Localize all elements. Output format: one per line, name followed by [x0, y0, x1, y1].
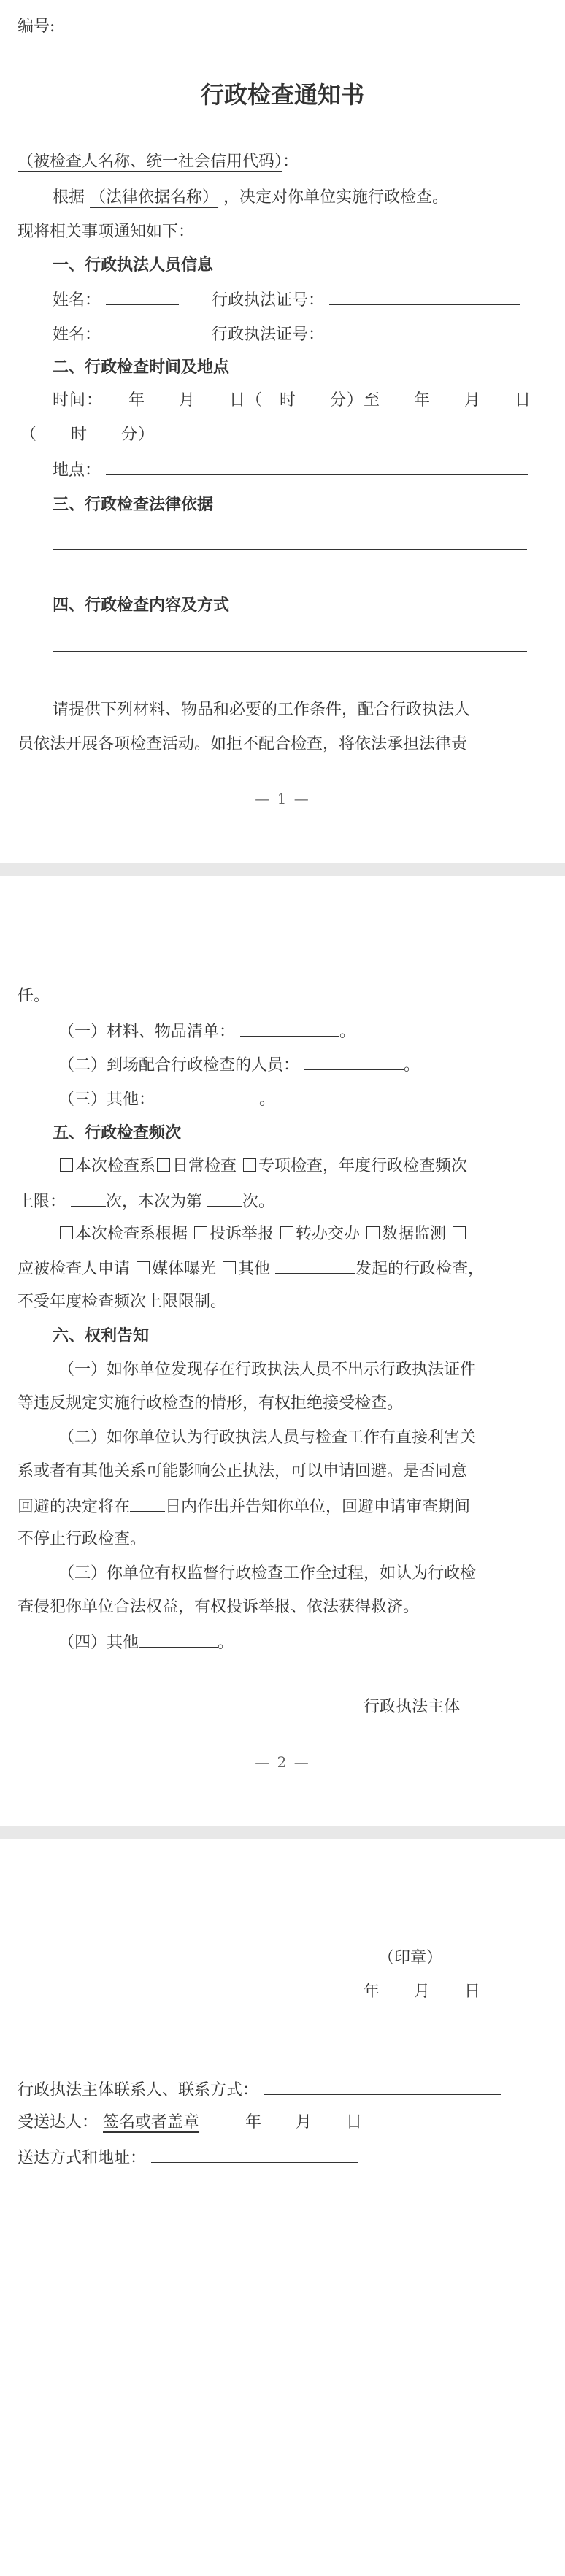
serial-number-row: [18, 15, 139, 38]
data-monitoring-option: 数据监测: [382, 1225, 447, 1243]
freq-initiated-text: 发起的行政检查，: [355, 1260, 485, 1278]
other-reason-blank: [275, 1257, 355, 1274]
officer-cert-blank: [329, 288, 520, 305]
checkbox-icon[interactable]: [60, 1226, 73, 1239]
materials-blank: [240, 1020, 339, 1037]
officer-2-row: [53, 323, 520, 346]
inspection-time-line-2: （ 时 分）: [20, 426, 155, 444]
freq-limit-label: 上限：: [18, 1193, 66, 1211]
issue-date: 年 月 日: [364, 1983, 482, 2001]
delivery-label: 送达方式和地址：: [18, 2149, 147, 2167]
period-mark: 。: [218, 1634, 234, 1652]
right-1-line-1: （一）如你单位发现存在行政执法人员不出示行政执法证件: [58, 1361, 477, 1379]
seal-label: （印章）: [378, 1949, 443, 1967]
other-label: （三）其他：: [58, 1091, 155, 1109]
document-title: 行政检查通知书: [200, 81, 364, 109]
request-paragraph-line-1: 请提供下列材料、物品和必要的工作条件，配合行政执法人: [53, 701, 471, 719]
serial-label: 编号:: [18, 18, 55, 36]
page-number-1: — 1 —: [255, 790, 310, 807]
period-mark: 。: [339, 1023, 356, 1041]
checkbox-icon[interactable]: [453, 1226, 466, 1239]
recipient-colon: ：: [282, 153, 299, 171]
place-blank: [106, 458, 528, 475]
frequency-row-2: [18, 1190, 274, 1213]
section-3-heading: 三、行政检查法律依据: [53, 495, 214, 514]
recusal-decision-text: 回避的决定将在: [18, 1498, 131, 1516]
frequency-row-1: [58, 1156, 467, 1177]
checkbox-icon[interactable]: [243, 1158, 256, 1172]
section-2-heading: 二、行政检查时间及地点: [53, 358, 230, 377]
period-mark: 。: [404, 1056, 420, 1074]
officer-name-label: 姓名：: [53, 326, 101, 344]
other-blank: [160, 1088, 259, 1104]
recipient-signature-field: 签名或者盖章: [103, 2113, 200, 2131]
document-page-1: [0, 0, 565, 863]
recipient-sign-row: [18, 2112, 363, 2134]
contact-row: [18, 2078, 501, 2102]
freq-this-label: 次，本次为第: [106, 1193, 203, 1211]
inspection-content-line-1: [53, 651, 527, 652]
freq-limit-blank: [71, 1190, 106, 1207]
checkbox-icon[interactable]: [137, 1261, 150, 1274]
request-paragraph-line-2: 员依法开展各项检查活动。如拒不配合检查，将依法承担法律责: [18, 735, 468, 753]
delivery-row: [18, 2146, 358, 2169]
checkbox-icon[interactable]: [157, 1158, 170, 1172]
applicant-request-option: 应被检查人申请: [18, 1260, 131, 1278]
checkbox-icon[interactable]: [280, 1226, 293, 1239]
right-4-blank: [139, 1631, 218, 1648]
routine-inspection-option: 日常检查: [172, 1157, 237, 1175]
freq-times-suffix: 次。: [242, 1193, 275, 1211]
frequency-row-5: 不受年度检查频次上限限制。: [18, 1293, 227, 1311]
recipient-sign-date: 年 月 日: [245, 2113, 364, 2131]
enforcement-authority: 行政执法主体: [364, 1698, 461, 1716]
recusal-decision-text-2: 日内作出并告知你单位，回避申请审查期间: [165, 1498, 471, 1516]
request-continuation: 任。: [18, 987, 50, 1005]
materials-label: （一）材料、物品清单：: [58, 1023, 236, 1041]
special-inspection-option: 专项检查，年度行政检查频次: [258, 1157, 468, 1175]
checkbox-icon[interactable]: [194, 1226, 207, 1239]
right-4-label: （四）其他: [58, 1634, 139, 1652]
personnel-label: （二）到场配合行政检查的人员：: [58, 1056, 300, 1074]
materials-list-row: [58, 1020, 355, 1043]
section-1-heading: 一、行政执法人员信息: [53, 255, 214, 274]
legal-basis-line-1: [53, 549, 527, 550]
officer-name-label: 姓名：: [53, 291, 101, 309]
frequency-row-4: [18, 1257, 484, 1280]
officer-name-blank: [106, 323, 179, 339]
checkbox-icon[interactable]: [223, 1261, 236, 1274]
period-mark: 。: [259, 1091, 276, 1109]
personnel-row: [58, 1053, 420, 1077]
inspection-time-line-1: 时间： 年 月 日（ 时 分）至 年 月 日: [53, 391, 532, 410]
other-option: 其他: [238, 1260, 271, 1278]
recipient-name: （被检查人名称、统一社会信用代码）: [18, 153, 283, 171]
section-4-heading: 四、行政检查内容及方式: [53, 596, 230, 615]
personnel-blank: [304, 1053, 404, 1070]
right-3-line-1: （三）你单位有权监督行政检查工作全过程，如认为行政检: [58, 1564, 477, 1583]
right-2-line-3: [18, 1495, 470, 1518]
basis-prefix: 根据: [53, 188, 85, 207]
frequency-row-3: [58, 1223, 468, 1245]
place-label: 地点：: [53, 461, 101, 480]
officer-1-row: [53, 288, 520, 312]
right-2-line-1: （二）如你单位认为行政执法人员与检查工作有直接利害关: [58, 1429, 477, 1447]
media-exposure-option: 媒体曝光: [152, 1260, 217, 1278]
delivery-blank: [151, 2146, 358, 2163]
officer-name-blank: [106, 288, 179, 305]
freq-text: 本次检查系: [75, 1157, 156, 1175]
section-6-heading: 六、权利告知: [53, 1326, 150, 1345]
checkbox-icon[interactable]: [366, 1226, 380, 1239]
right-3-line-2: 查侵犯你单位合法权益，有权投诉举报、依法获得救济。: [18, 1598, 420, 1616]
other-items-row: [58, 1088, 275, 1111]
freq-this-blank: [207, 1190, 242, 1207]
freq-basis-text: 本次检查系根据: [75, 1225, 188, 1243]
page-number-2: — 2 —: [255, 1753, 310, 1771]
basis-suffix: ，决定对你单位实施行政检查。: [223, 188, 449, 207]
serial-number-blank: [66, 15, 139, 31]
right-2-line-2: 系或者有其他关系可能影响公正执法，可以申请回避。是否同意: [18, 1462, 468, 1480]
officer-cert-label: 行政执法证号：: [212, 326, 325, 344]
contact-blank: [264, 2078, 501, 2095]
transfer-option: 转办交办: [296, 1225, 361, 1243]
document-page-2: [0, 876, 565, 1826]
officer-cert-label: 行政执法证号：: [212, 291, 325, 309]
notice-intro: 现将相关事项通知如下：: [18, 223, 195, 241]
contact-label: 行政执法主体联系人、联系方式：: [18, 2081, 259, 2099]
inspection-place-row: [53, 458, 528, 482]
section-5-heading: 五、行政检查频次: [53, 1123, 182, 1142]
recipient-sign-label: 受送达人：: [18, 2113, 99, 2131]
checkbox-icon[interactable]: [60, 1158, 73, 1172]
right-4-row: [58, 1631, 234, 1654]
recipient-row: [18, 151, 299, 173]
recusal-days-blank: [130, 1495, 165, 1512]
document-page-3: [0, 1839, 565, 2576]
basis-row: [53, 187, 448, 209]
officer-cert-blank: [329, 323, 520, 339]
complaint-option: 投诉举报: [210, 1225, 274, 1243]
right-1-line-2: 等违反规定实施行政检查的情形，有权拒绝接受检查。: [18, 1394, 404, 1412]
legal-basis-name: （法律依据名称）: [90, 188, 219, 207]
right-2-line-4: 不停止行政检查。: [18, 1530, 147, 1548]
